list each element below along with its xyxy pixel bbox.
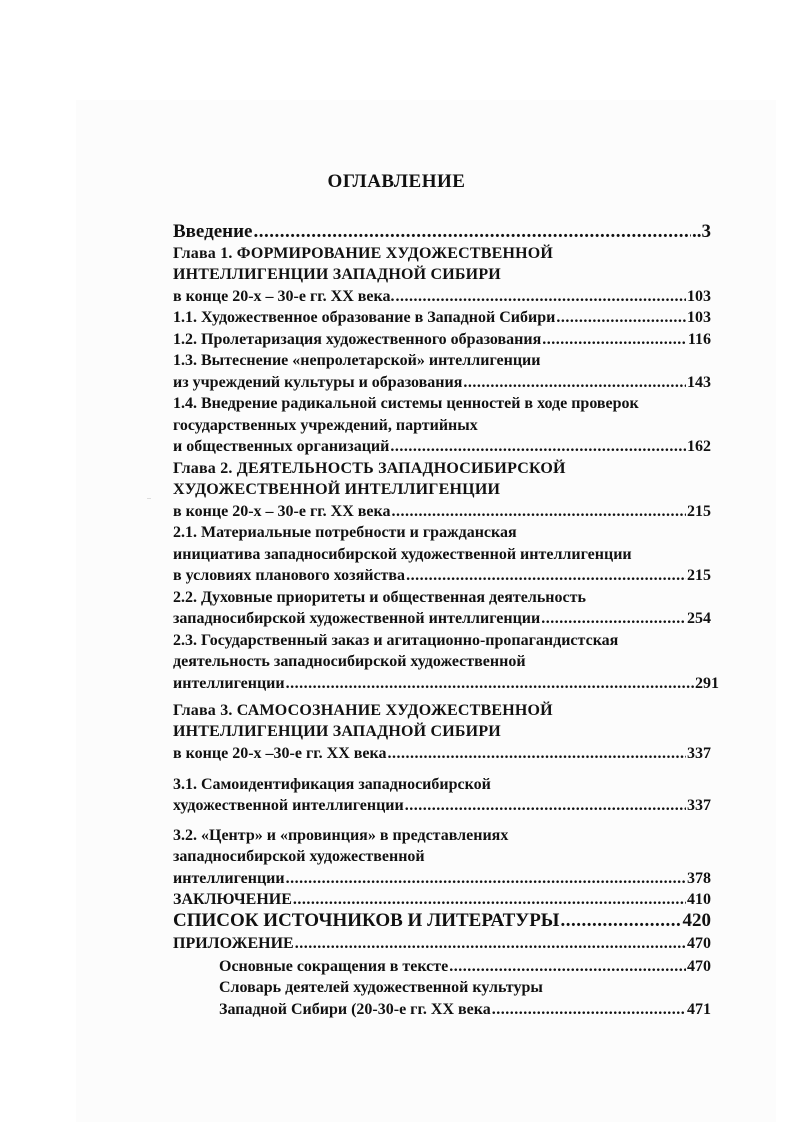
toc-entry-page: 470 (687, 958, 711, 975)
toc-entry-label: деятельность западносибирской художественной (173, 653, 526, 670)
toc-entry-page: 254 (687, 610, 711, 627)
toc-entry-label: Западной Сибири (20-30-е гг. XX века (219, 1001, 491, 1018)
scan-speck (147, 498, 151, 499)
toc-entry (173, 674, 719, 694)
toc-entry (173, 566, 711, 586)
toc-entry-label: западносибирской художественной интеллигенции (173, 610, 541, 627)
toc-entry (173, 609, 711, 629)
toc-entry (173, 796, 711, 816)
toc-title: ОГЛАВЛЕНИЕ (327, 171, 466, 192)
toc-entry-page: 291 (695, 675, 719, 692)
toc-entry-page: 470 (687, 935, 711, 952)
toc-entry-label: 1.2. Пролетаризация художественного образования (173, 331, 542, 348)
leader-dots (390, 437, 686, 457)
leader-dots (405, 796, 686, 816)
leader-dots (295, 934, 686, 954)
toc-entry-label: в конце 20-х –30-е гг. XX века (173, 745, 387, 762)
toc-entry-page: 471 (687, 1001, 711, 1018)
toc-entry-label: СПИСОК ИСТОЧНИКОВ И ЛИТЕРАТУРЫ (173, 910, 560, 931)
toc-entry-sources (173, 911, 711, 931)
toc-entry-label: из учреждений культуры и образования (173, 374, 463, 391)
leader-dots (463, 373, 686, 393)
toc-entry (173, 502, 711, 522)
leader-dots (396, 287, 687, 307)
toc-entry-conclusion (173, 890, 711, 910)
leader-dots (541, 609, 686, 629)
toc-entry (173, 330, 711, 350)
toc-entry (173, 744, 711, 764)
toc-entry-label: 3.2. «Центр» и «провинция» в представлениях (173, 827, 509, 844)
toc-entry-label: 2.2. Духовные приоритеты и общественная деятельность (173, 589, 586, 606)
toc-chapter-heading: Глава 1. ФОРМИРОВАНИЕ ХУДОЖЕСТВЕННОЙ (173, 245, 554, 262)
toc-entry-label: государственных учреждений, партийных (173, 417, 478, 434)
toc-entry-page: 337 (687, 797, 711, 814)
toc-entry-page: 420 (682, 910, 711, 931)
toc-entry-page: 103 (687, 288, 711, 305)
toc-entry-page: 410 (687, 891, 711, 908)
toc-entry (173, 869, 711, 889)
toc-chapter-heading: ХУДОЖЕСТВЕННОЙ ИНТЕЛЛИГЕНЦИИ (173, 481, 501, 498)
leader-dots (449, 957, 686, 977)
toc-entry-appendix (173, 934, 711, 954)
toc-entry-introduction (173, 222, 711, 242)
leader-dots (492, 1000, 686, 1020)
toc-entry-label: Введение (173, 221, 253, 242)
toc-entry-label: 1.1. Художественное образование в Западной Сибири (173, 309, 556, 326)
toc-entry-page: 116 (687, 331, 711, 348)
toc-entry-label: 2.1. Материальные потребности и гражданская (173, 524, 517, 541)
toc-entry-label: художественной интеллигенции (173, 797, 404, 814)
toc-chapter-heading: ИНТЕЛЛИГЕНЦИИ ЗАПАДНОЙ СИБИРИ (173, 266, 501, 283)
toc-chapter-heading: Глава 2. ДЕЯТЕЛЬНОСТЬ ЗАПАДНОСИБИРСКОЙ (173, 460, 566, 477)
leader-dots (560, 911, 681, 931)
leader-dots (542, 330, 687, 350)
toc-entry-label: западносибирской художественной (173, 848, 425, 865)
leader-dots (286, 869, 686, 889)
toc-chapter-heading: ИНТЕЛЛИГЕНЦИИ ЗАПАДНОЙ СИБИРИ (173, 723, 501, 740)
toc-entry-page: 215 (687, 567, 711, 584)
toc-entry-page: 143 (687, 374, 711, 391)
toc-chapter-heading: Глава 3. САМОСОЗНАНИЕ ХУДОЖЕСТВЕННОЙ (173, 702, 553, 719)
toc-entry-label: 3.1. Самоидентификация западносибирской (173, 776, 491, 793)
toc-entry-label: интеллигенции (173, 675, 285, 692)
toc-entry-label: в условиях планового хозяйства (173, 567, 406, 584)
toc-entry-label: инициатива западносибирской художественной интеллигенции (173, 546, 632, 563)
toc-entry-page: 103 (687, 309, 711, 326)
toc-entry-label: Основные сокращения в тексте (219, 958, 449, 975)
toc-entry-label: в конце 20-х – 30-е гг. XX века. (173, 288, 395, 305)
leader-dots (392, 502, 687, 522)
toc-entry-label: интеллигенции (173, 870, 285, 887)
leader-dots (406, 566, 686, 586)
toc-entry-label: 1.3. Вытеснение «непролетарской» интеллигенции (173, 352, 541, 369)
leader-dots (254, 222, 692, 242)
toc-entry-label: ЗАКЛЮЧЕНИЕ (173, 891, 292, 908)
toc-entry (173, 287, 711, 307)
toc-entry (173, 308, 711, 328)
toc-entry-label: 1.4. Внедрение радикальной системы ценностей в ходе проверок (173, 395, 639, 412)
toc-entry-page: ..3 (692, 221, 711, 242)
leader-dots (388, 744, 687, 764)
toc-entry-label: ПРИЛОЖЕНИЕ (173, 935, 294, 952)
toc-subentry (219, 957, 711, 977)
toc-entry-label: 2.3. Государственный заказ и агитационно-пропагандистская (173, 632, 619, 649)
leader-dots (293, 890, 686, 910)
toc-subentry (219, 1000, 711, 1020)
toc-entry (173, 437, 711, 457)
toc-entry-page: 337 (687, 745, 711, 762)
toc-entry-label: Словарь деятелей художественной культуры (219, 979, 543, 996)
toc-entry-label: в конце 20-х – 30-е гг. XX века (173, 503, 391, 520)
toc-entry (173, 373, 711, 393)
toc-entry-label: и общественных организаций (173, 438, 390, 455)
toc-entry-page: 378 (687, 870, 711, 887)
toc-entry-page: 162 (687, 438, 711, 455)
leader-dots (286, 674, 694, 694)
leader-dots (556, 308, 686, 328)
toc-entry-page: 215 (687, 503, 711, 520)
